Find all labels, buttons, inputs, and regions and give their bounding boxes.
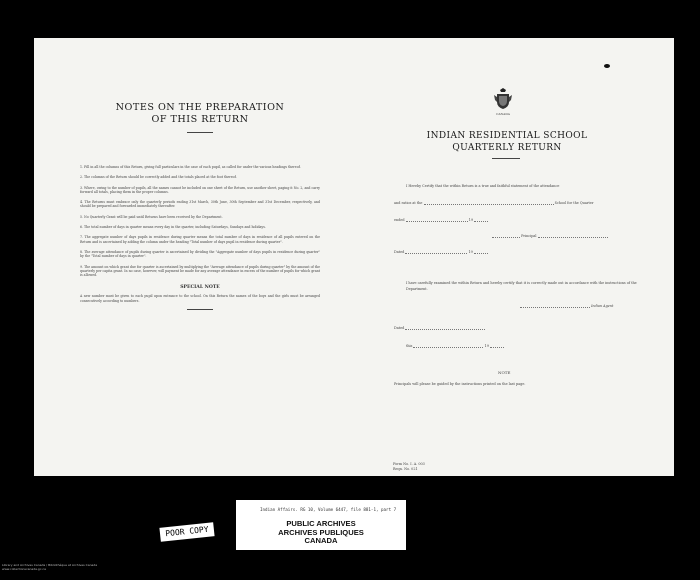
return-title-line-2: QUARTERLY RETURN bbox=[452, 143, 562, 153]
special-note-text: A new number must be given to each pupil upon entrance to the school. On this Return the names of the boys and the girls must be arranged consecutively according to numbers. bbox=[80, 294, 320, 303]
notes-title-line-2: OF THIS RETURN bbox=[151, 114, 249, 125]
note-item: 7. The aggregate number of days pupils in residence during quarter means the total number of days in residence of all pupils entered on the Return and is ascertained by adding the column under the heading "Total number of days pupil in residence during quarter". bbox=[80, 235, 320, 244]
note-item: 9. The amount on which grant due for quarter is ascertained by multiplying the "Average attendance of pupils during quarter" by the amount of the quarterly per capita grant. In no case, however, will payment be made for any average attendance in excess of the number of pupils for which grant is allowed. bbox=[80, 264, 321, 278]
agent-label: Indian Agent bbox=[591, 304, 614, 308]
credit-line-1: Library and Archives Canada / Bibliothèque et Archives Canada bbox=[2, 563, 98, 567]
form-no: Form No. I. A. 003 bbox=[393, 462, 425, 466]
year-label: 19 bbox=[484, 344, 489, 348]
credit-text bbox=[2, 563, 97, 571]
this-label: this bbox=[406, 344, 413, 348]
archives-stamp bbox=[236, 520, 406, 550]
principal-line bbox=[492, 234, 608, 238]
notes-title bbox=[80, 102, 320, 126]
divider bbox=[492, 158, 520, 159]
school-name-field[interactable] bbox=[424, 201, 554, 205]
agent-line bbox=[520, 304, 613, 308]
archives-line-1: PUBLIC ARCHIVES bbox=[286, 519, 356, 528]
note-item: 3. Where, owing to the number of pupils, all the names cannot be included on one sheet of the Return, use another sheet, paging it No. 2, and carry forward all totals, placing them in the proper columns. bbox=[80, 185, 320, 194]
note-text: Principals will please be guided by the instructions printed on the last page. bbox=[394, 382, 526, 386]
reference-tag bbox=[236, 500, 406, 520]
agent-signature-field[interactable] bbox=[520, 304, 590, 308]
dated-agent-field[interactable] bbox=[405, 326, 485, 330]
ended-date-field[interactable] bbox=[406, 218, 468, 222]
return-title bbox=[392, 130, 622, 154]
special-note-title: SPECIAL NOTE bbox=[180, 285, 220, 291]
dated-label: Dated bbox=[394, 326, 405, 330]
dated-year-field[interactable] bbox=[474, 250, 488, 254]
year-label: 19 bbox=[468, 250, 473, 254]
principal-name-field[interactable] bbox=[538, 234, 608, 238]
dated-agent-line bbox=[394, 326, 485, 330]
examined-text: I have carefully examined the within Return and hereby certify that it is correctly made out in accordance with the instructions of the Department. bbox=[406, 281, 637, 291]
poor-copy-tag: POOR COPY bbox=[159, 522, 214, 542]
credit-line-2: www.collectionscanada.gc.ca bbox=[2, 567, 46, 571]
note-item: 5. No Quarterly Grant will be paid until Returns have been received by the Department. bbox=[80, 214, 223, 219]
this-line bbox=[406, 344, 504, 348]
ink-blot bbox=[604, 64, 610, 68]
reference-text: Indian Affairs. RG 10, Volume 6447, file 881-1, part 7 bbox=[260, 507, 397, 512]
school-line bbox=[394, 201, 593, 205]
certify-text: I Hereby Certify that the within Return is a true and faithful statement of the attendance bbox=[406, 184, 560, 188]
ended-label: ended bbox=[394, 218, 405, 222]
reqn-no: Reqn. No. 021 bbox=[393, 467, 418, 471]
dated-line bbox=[394, 250, 488, 254]
form-number bbox=[393, 462, 425, 472]
archives-line-3: CANADA bbox=[304, 536, 338, 545]
principal-signature-field[interactable] bbox=[492, 234, 520, 238]
year-label: 19 bbox=[468, 218, 474, 222]
ended-year-field[interactable] bbox=[474, 218, 488, 222]
note-item: 1. Fill in all the columns of this Return, giving full particulars in the case of each pupil, as called for under the various headings thereof. bbox=[80, 165, 301, 169]
note-title: NOTE bbox=[498, 370, 511, 375]
principal-label: Principal bbox=[521, 234, 537, 238]
crest-label: CANADA bbox=[496, 112, 510, 116]
coat-of-arms-icon bbox=[493, 88, 513, 110]
this-day-field[interactable] bbox=[413, 344, 483, 348]
school-suffix: School for the Quarter bbox=[554, 201, 594, 205]
school-prefix: and ratios at the bbox=[394, 201, 423, 205]
divider bbox=[187, 132, 213, 133]
ended-line bbox=[394, 218, 488, 222]
this-year-field[interactable] bbox=[490, 344, 504, 348]
archives-line-2: ARCHIVES PUBLIQUES bbox=[278, 527, 364, 537]
return-title-line-1: INDIAN RESIDENTIAL SCHOOL bbox=[426, 131, 588, 141]
note-item: 4. The Returns must embrace only the quarterly periods ending 31st March, 30th June, 30th September and 31st December, respectively, and should be prepared and forwarded immediately thereafter. bbox=[80, 200, 320, 209]
divider bbox=[187, 309, 213, 310]
notes-title-line-1: NOTES ON THE PREPARATION bbox=[115, 102, 285, 113]
note-item: 8. The average attendance of pupils during quarter is ascertained by dividing the "Aggregate number of days pupils in residence during quarter" by the "Total number of days in quarter". bbox=[80, 249, 320, 259]
dated-label: Dated bbox=[394, 250, 405, 254]
note-item: 2. The columns of the Return should be correctly added and the totals placed at the foot thereof. bbox=[80, 175, 237, 180]
note-item: 6. The total number of days in quarter means every day in the quarter, including Saturdays, Sundays and holidays. bbox=[80, 225, 266, 230]
notes-column bbox=[80, 102, 320, 316]
dated-field[interactable] bbox=[405, 250, 467, 254]
